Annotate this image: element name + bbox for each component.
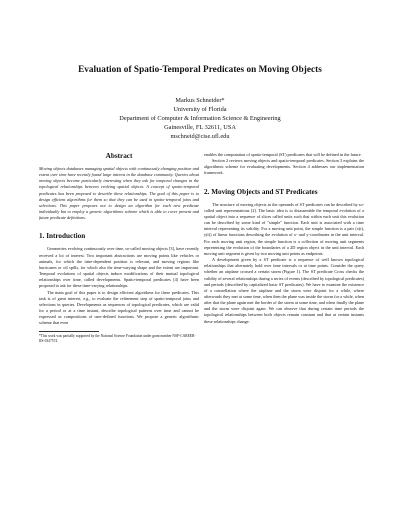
paper-title: Evaluation of Spatio-Temporal Predicates on Moving Objects	[78, 64, 322, 74]
footnote-rule	[39, 331, 99, 332]
footnote-funding: *This work was partially supported by the National Science Foundation under grant number NSF-CAREER-IIS-0347574.	[39, 334, 196, 344]
section-2-paragraph-1: The structure of moving objects as the operands of ST predicates can be described by so-called unit representations [2]. The basic idea is to disassemble the temporal evolution of a spatial object into a sequence of slices called units such that within each unit this evolution can be described by some kind of "simple" function. Each unit is associated with a time interval representing its validity. For a moving unit point, the simple function is a pair (x(t), y(t)) of linear functions describing the evolution of x- and y-coordinates in the unit interval. For each moving unit region, the simple function is a collection of moving unit segments representing the evolution of the boundaries of a 2D region object in the unit interval. Each moving unit segment is given by two moving unit points as endpoints.	[204, 201, 364, 256]
section-2-heading: 2. Moving Objects and ST Predicates	[204, 187, 318, 196]
introduction-heading: 1. Introduction	[39, 232, 86, 241]
paper-outline-paragraph: Section 2 reviews moving objects and spatio-temporal predicates. Section 3 explains the algorithmic scheme for evaluating developments. Section 4 addresses our implementation framework.	[204, 158, 364, 176]
author-block	[20, 96, 380, 141]
affiliation-department: Department of Computer & Information Science & Engineering	[119, 115, 281, 122]
right-column	[204, 152, 364, 325]
intro-continuation: enables the computation of spatio-temporal (ST) predicates that will be defined in the future.	[204, 152, 362, 157]
author-name: Markus Schneider*	[175, 97, 225, 104]
introduction-paragraph-2: The main goal of this paper is to design efficient algorithms for these predicates. This task is of great interest, e.g., to evaluate the refinement step of spatio-temporal joins and selections in queries. Developments as sequences of topological predicates, which are valid for a period or at a time instant, describe topological patterns over time and cannot be expressed as compositions of user-defined functions. We propose a generic algorithmic scheme that even	[39, 289, 199, 326]
section-2-paragraph-2: A development given by a ST predicate is a sequence of well known topological relationships that alternately hold over time intervals or at time points. Consider the query whether an airplane crossed a certain storm (Figure 1). The ST predicate Cross checks the validity of several relationships during a series of events (described by topological predicates) and periods (described by capitalized basic ST predicates). We have to examine the existence of a constellation where the airplane and the storm were disjoint for a while, where afterwards they met at some time, when then the plane was inside the storm for a while, when after that the plane again met the border of the storm at some time, and when finally the plane and the storm were disjoint again. We can observe that during certain time periods the topological relationships between both objects remain constant and that at certain instants these relationships change.	[204, 257, 364, 324]
affiliation-university: University of Florida	[173, 106, 227, 113]
abstract-heading: Abstract	[105, 152, 133, 160]
introduction-paragraph-1: Geometries evolving continuously over time, so-called moving objects [3], have recently received a lot of interest. Two important abstractions are moving points like vehicles or animals, for which the time-dependent position is relevant, and moving regions like hurricanes or oil spills, for which also the time-varying shape and the extent are important. Temporal evolutions of spatial objects induce modifications of their mutual topological relationships over time, called developments. Spatio-temporal predicates [4] have been proposed to ask for these time-varying relationships.	[39, 246, 199, 289]
affiliation-address: Gainesville, FL 32611, USA	[164, 124, 236, 131]
left-column	[39, 152, 199, 344]
abstract-text: Moving objects databases managing spatial objects with continuously changing position and extent over time have recently found large interest in the database community. Queries about moving objects become particularly interesting when they ask for temporal changes in the topological relationships between evolving spatial objects. A concept of spatio-temporal predicates has been proposed to describe these relationships. The goal of this paper is to design efficient algorithms for them so that they can be used in spatio-temporal joins and selections. This paper proposes not to design an algorithm for each new predicate individually but to employ a generic algorithmic scheme which is able to cover present and future predicate definitions.	[39, 166, 199, 221]
author-email: mschneid@cise.ufl.edu	[170, 133, 230, 140]
